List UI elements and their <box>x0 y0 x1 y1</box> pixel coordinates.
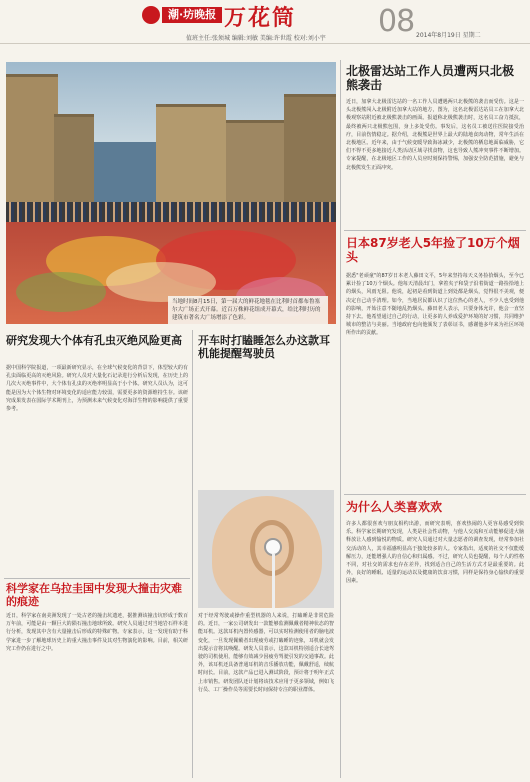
insects-body: 据中国科学院报道，一项最新研究显示，在全球气候变化的背景下，体型较大的有孔虫面临更高的灭绝风险。研究人员对大量化石记录进行分析后发现，在历史上的几次大灭绝事件中，大个体有孔虫的灭绝率明显高于小个体。研究人员认为，这可能是因为大个体生物对环境变化的适应能力较弱，需要更多的资源维持生存。该研究成果发表在国际学术期刊上，为预测未来气候变化对海洋生物的影响提供了重要参考。 <box>6 365 188 413</box>
column-divider <box>192 330 193 778</box>
north-pole-body: 近日，加拿大北极雷达站的一名工作人员遭遇两只北极熊的袭击而受伤。这是一头北极熊闯入北极附近加拿大站的地方，图为，这名北极雷达站员工在加拿大北极观察站附近被北极熊袭击的画面。报道称北极熊袭击时，这名员工奋力抵抗，最终被两只北极熊包围，身上多处受伤。事发后，这名员工被送往医院接受治疗，目前伤情稳定。据介绍，北极熊是世界上最大的陆地食肉动物，常年生活在北极地区。近年来，由于气候变暖导致海冰减少，北极熊的栖息地面临威胁，它们不得不更多地接近人类活动区域寻找食物，这也导致人熊冲突事件不断增加。专家提醒，在北极地区工作的人员应时刻保持警惕，加强安全防范措施，避免与北极熊发生正面冲突。 <box>346 99 524 171</box>
column-divider <box>340 60 341 778</box>
crater-headline: 科学家在乌拉圭国中发现大撞击灾难的痕迹 <box>6 582 182 609</box>
yawn-headline: 为什么人类喜欢欢 <box>346 500 443 514</box>
issue-date: 2014年8月19日 星期二 <box>416 32 481 39</box>
crater-body: 近日，科学家在南美洲发现了一处古老的撞击坑遗迹，据推测该撞击坑形成于数百万年前，可能是由一颗巨大的陨石撞击地球所致。研究人员通过对当地岩石样本进行分析，发现其中含有大量撞击后形成的特殊矿物。专家表示，这一发现有助于科学家进一步了解地球历史上的重大撞击事件及其对生物演化的影响。目前，相关研究工作仍在进行之中。 <box>6 613 188 652</box>
newspaper-logo-icon <box>142 6 160 24</box>
page-number: 08 <box>378 4 415 39</box>
yawn-body: 许多人都很喜欢与朋友相约出游，而研究表明，喜欢热闹的人更容易感受到快乐。科学家长期研究发现，人类是社会性动物，与他人交流和互动能够促进大脑释放让人感到愉悦的物质。研究人员通过对大量志愿者的调查发现，经常参加社交活动的人，其幸福感明显高于独处较多的人。专家指出，适度的社交不仅能缓解压力，还能增强人的自信心和归属感。不过，研究人员也提醒，每个人的性格不同，对社交的需求也存在差异，找到适合自己的生活方式才是最重要的。此外，良好的睡眠、适量的运动以及健康的饮食习惯，同样是保持身心愉快的重要因素。 <box>346 521 524 585</box>
japan-elder-body: 据悉"老顽童"的87岁日本老人藤田文平，5年来坚持每天义务捡拾烟头，至今已累计捡了10万个烟头。他每天清晨出门，拿着夹子和袋子沿着街道一路捡拾地上的烟头，风雨无阻。他说，起初是看到街道上到处都是烟头，觉得很不美观，便决定自己动手清理。如今，当地居民都认识了这位热心的老人，不少人也受到他的影响，开始注意不随地乱扔烟头。藤田老人表示，只要身体允许，他会一直坚持下去。他希望通过自己的行动，让更多的人养成爱护环境的好习惯，共同维护城市的整洁与美丽。当地政府也向他颁发了表彰证书，感谢他多年来为社区环境所作出的贡献。 <box>346 273 524 337</box>
insects-headline: 研究发现大个体有孔虫灭绝风险更高 <box>6 334 182 347</box>
flower-carpet-photo <box>6 62 336 324</box>
masthead <box>0 0 530 44</box>
brand-name: 潮·坊晚报 <box>162 7 222 23</box>
earphone-headline: 开车时打瞌睡怎么办这款耳机能提醒驾驶员 <box>198 334 330 361</box>
editor-credits: 值班主任:张须城 编辑:刘敏 美编:许世霞 校对:刘小宇 <box>186 35 326 42</box>
earphone-body: 对于经常驾驶或操作重型机器的人来说，打瞌睡是非常危险的。近日，一家公司研发出一款能够监测佩戴者精神状态的智能耳机。这款耳机内置传感器，可以实时检测使用者的脑电波变化，一旦发现佩戴者出现疲劳或打瞌睡的迹象，耳机就会发出提示音将其唤醒。研发人员表示，这款耳机特别适合长途驾驶的司机使用，能够有效减少因疲劳驾驶引发的交通事故。此外，该耳机还具备普通耳机的音乐播放功能，佩戴舒适，续航时间长。目前，这款产品已进入测试阶段，预计将于明年正式上市销售。研发团队还计划将该技术应用于更多领域，例如飞行员、工厂操作员等需要长时间保持专注的职业群体。 <box>198 613 334 693</box>
north-pole-headline: 北极雷达站工作人员遭两只北极熊袭击 <box>346 64 515 93</box>
japan-elder-headline: 日本87岁老人5年捡了10万个烟头 <box>346 236 520 265</box>
divider <box>344 494 526 495</box>
divider <box>344 230 526 231</box>
section-title: 万花筒 <box>224 5 297 31</box>
photo-caption: 当地时间8月15日，第一届大的鲜花地毯在比利时首都布鲁塞尔大广场正式开幕。近百万株鲜花组成开幕式，给比利时历的建筑市著名大广场增添了色彩。 <box>168 296 328 324</box>
divider <box>4 578 190 579</box>
earphone-ear-photo <box>198 490 334 608</box>
